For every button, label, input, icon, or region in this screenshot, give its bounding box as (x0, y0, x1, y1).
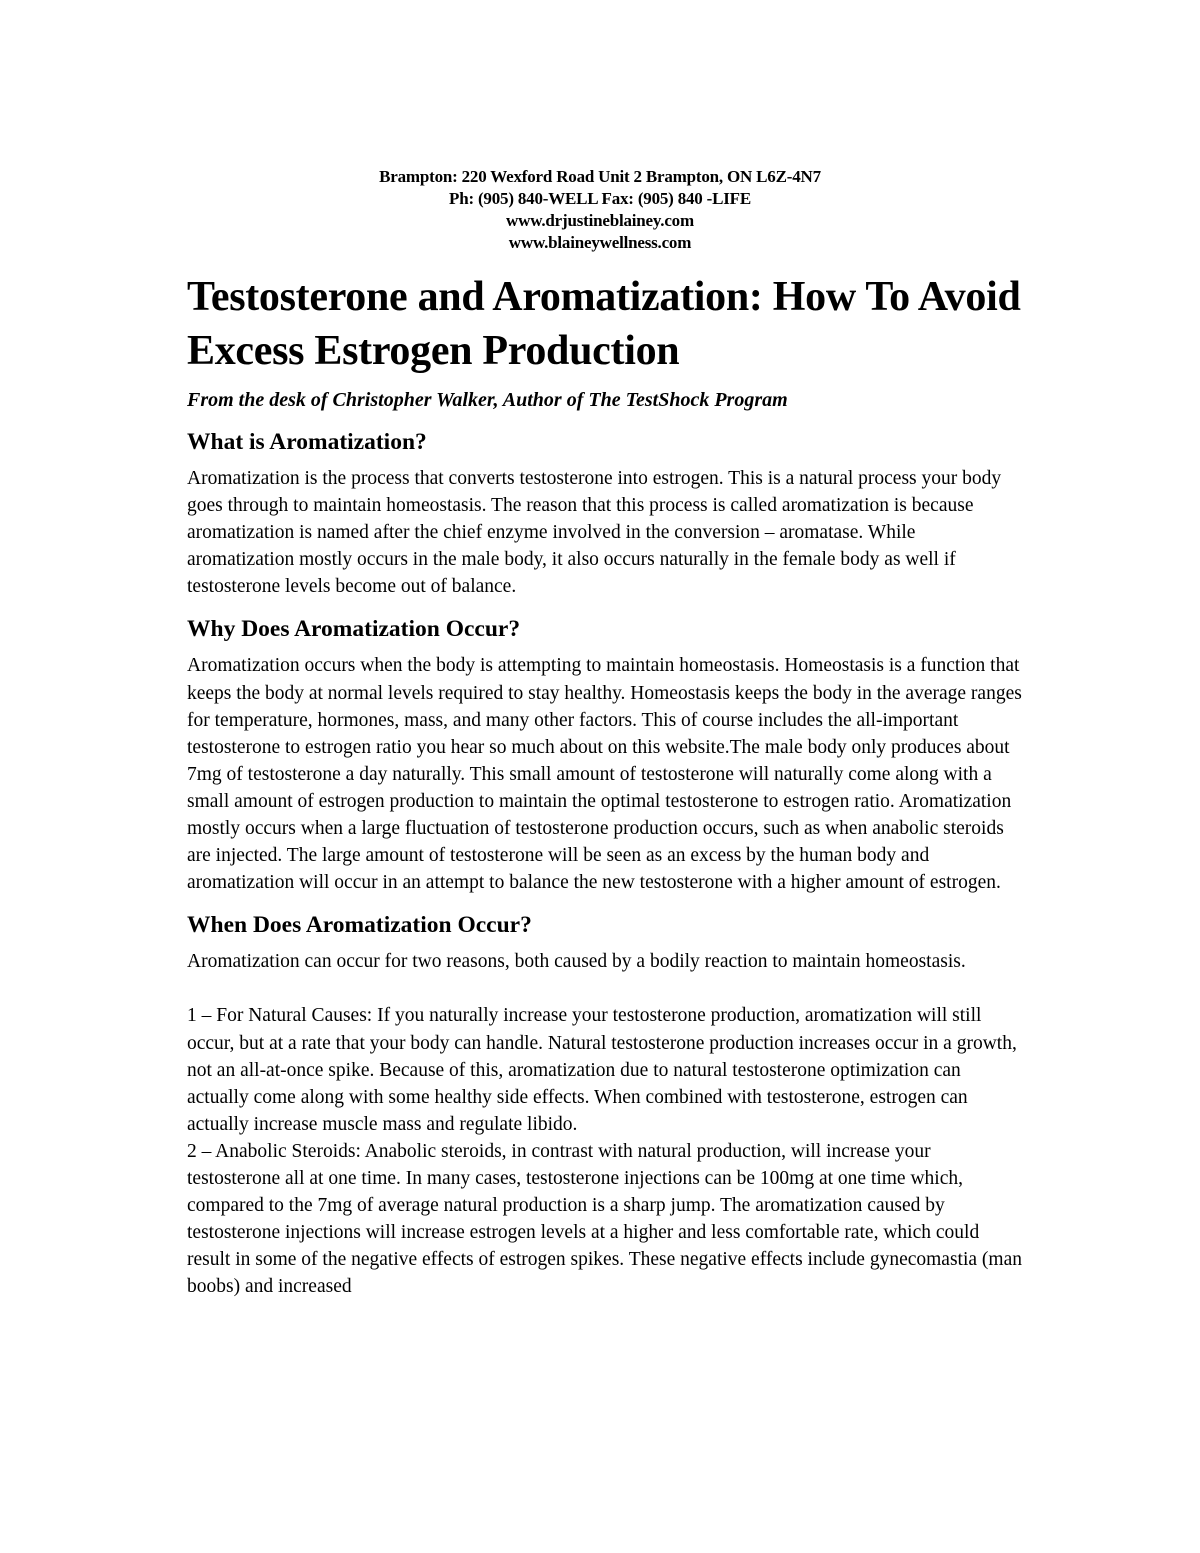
section-heading-what: What is Aromatization? (187, 429, 427, 455)
letterhead (0, 166, 1200, 254)
section-why-paragraph: Aromatization occurs when the body is attempting to maintain homeostasis. Homeostasis is a function that keeps the body at normal levels required to stay healthy. Homeostasis keeps the body in the average ranges for temperature, hormones, mass, and many other factors. This of course includes the all-important testosterone to estrogen ratio you hear so much about on this website.The male body only produces about 7mg of testosterone a day naturally. This small amount of testosterone will naturally come along with a small amount of estrogen production to maintain the optimal testosterone to estrogen ratio. Aromatization mostly occurs when a large fluctuation of testosterone production occurs, such as when anabolic steroids are injected. The large amount of testosterone will be seen as an excess by the human body and aromatization will occur in an attempt to balance the new testosterone with a higher amount of estrogen. (187, 655, 1022, 894)
section-when-intro-paragraph: Aromatization can occur for two reasons, both caused by a bodily reaction to maintain homeostasis. (187, 951, 966, 973)
article-byline: From the desk of Christopher Walker, Author of The TestShock Program (187, 389, 788, 411)
section-heading-when: When Does Aromatization Occur? (187, 912, 532, 939)
clinic-address: Brampton: 220 Wexford Road Unit 2 Brampton, ON L6Z-4N7 (379, 167, 821, 186)
article-title: Testosterone and Aromatization: How To Avoid Excess Estrogen Production (187, 274, 1021, 374)
section-heading-why: Why Does Aromatization Occur? (187, 616, 521, 643)
paragraph-spacer (187, 975, 1022, 1002)
clinic-website-2: www.blaineywellness.com (508, 233, 692, 252)
clinic-phone-fax: Ph: (905) 840-WELL Fax: (905) 840 -LIFE (449, 189, 751, 208)
clinic-website-1: www.drjustineblainey.com (506, 211, 694, 230)
list-item-natural-causes: 1 – For Natural Causes: If you naturally increase your testosterone production, aromatization will still occur, but at a rate that your body can handle. Natural testosterone production increases occur in a growth, not an all-at-once spike. Because of this, aromatization due to natural testosterone optimization can actually come along with some healthy side effects. When combined with testosterone, estrogen can actually increase muscle mass and regulate libido. (187, 1005, 1017, 1135)
article-body (187, 270, 1022, 1300)
section-what-paragraph: Aromatization is the process that converts testosterone into estrogen. This is a natural process your body goes through to maintain homeostasis. The reason that this process is called aromatization is because aromatization is named after the chief enzyme involved in the conversion – aromatase. While aromatization mostly occurs in the male body, it also occurs naturally in the female body as well if testosterone levels become out of balance. (187, 468, 1002, 598)
list-item-anabolic-steroids: 2 – Anabolic Steroids: Anabolic steroids, in contrast with natural production, will increase your testosterone all at one time. In many cases, testosterone injections can be 100mg at one time which, compared to the 7mg of average natural production is a sharp jump. The aromatization caused by testosterone injections will increase estrogen levels at a higher and less comfortable rate, which could result in some of the negative effects of estrogen spikes. These negative effects include gynecomastia (man boobs) and increased (187, 1140, 1022, 1298)
